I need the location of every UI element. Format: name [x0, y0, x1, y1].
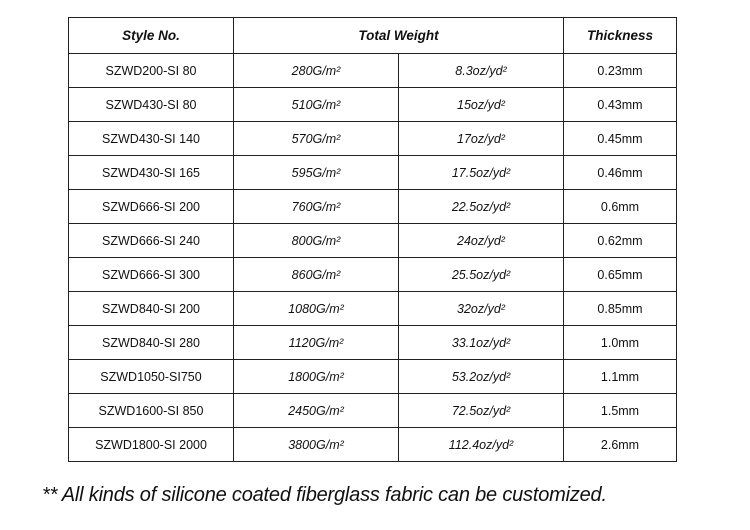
- thickness-cell: 0.46mm: [564, 156, 677, 190]
- thickness-cell: 0.85mm: [564, 292, 677, 326]
- weight-gsm-cell: 1120G/m²: [234, 326, 399, 360]
- style-number-cell: SZWD430-SI 140: [69, 122, 234, 156]
- thickness-cell: 0.45mm: [564, 122, 677, 156]
- table-row: [69, 258, 677, 292]
- weight-gsm-cell: 2450G/m²: [234, 394, 399, 428]
- weight-gsm-cell: 280G/m²: [234, 54, 399, 88]
- table-row: [69, 190, 677, 224]
- table-row: [69, 428, 677, 462]
- header-style-no: Style No.: [69, 18, 234, 54]
- weight-ozyd-cell: 22.5oz/yd²: [399, 190, 564, 224]
- weight-gsm-cell: 860G/m²: [234, 258, 399, 292]
- weight-gsm-cell: 800G/m²: [234, 224, 399, 258]
- style-number-cell: SZWD430-SI 80: [69, 88, 234, 122]
- table-row: [69, 360, 677, 394]
- thickness-cell: 0.23mm: [564, 54, 677, 88]
- thickness-cell: 0.43mm: [564, 88, 677, 122]
- style-number-cell: SZWD666-SI 200: [69, 190, 234, 224]
- thickness-cell: 0.62mm: [564, 224, 677, 258]
- thickness-cell: 1.1mm: [564, 360, 677, 394]
- table-row: [69, 156, 677, 190]
- spec-table: [68, 17, 677, 462]
- header-thickness: Thickness: [564, 18, 677, 54]
- weight-ozyd-cell: 25.5oz/yd²: [399, 258, 564, 292]
- style-number-cell: SZWD840-SI 200: [69, 292, 234, 326]
- style-number-cell: SZWD666-SI 240: [69, 224, 234, 258]
- style-number-cell: SZWD840-SI 280: [69, 326, 234, 360]
- weight-ozyd-cell: 8.3oz/yd²: [399, 54, 564, 88]
- weight-gsm-cell: 1800G/m²: [234, 360, 399, 394]
- table-header-row: [69, 18, 677, 54]
- weight-ozyd-cell: 112.4oz/yd²: [399, 428, 564, 462]
- style-number-cell: SZWD1050-SI750: [69, 360, 234, 394]
- weight-ozyd-cell: 53.2oz/yd²: [399, 360, 564, 394]
- thickness-cell: 0.6mm: [564, 190, 677, 224]
- table-row: [69, 224, 677, 258]
- weight-gsm-cell: 595G/m²: [234, 156, 399, 190]
- weight-gsm-cell: 760G/m²: [234, 190, 399, 224]
- thickness-cell: 1.5mm: [564, 394, 677, 428]
- table-row: [69, 88, 677, 122]
- style-number-cell: SZWD1800-SI 2000: [69, 428, 234, 462]
- table-row: [69, 54, 677, 88]
- thickness-cell: 1.0mm: [564, 326, 677, 360]
- weight-gsm-cell: 3800G/m²: [234, 428, 399, 462]
- weight-ozyd-cell: 24oz/yd²: [399, 224, 564, 258]
- customization-note: ** All kinds of silicone coated fiberglass fabric can be customized.: [42, 484, 607, 506]
- weight-gsm-cell: 570G/m²: [234, 122, 399, 156]
- table-row: [69, 326, 677, 360]
- table-row: [69, 122, 677, 156]
- weight-gsm-cell: 1080G/m²: [234, 292, 399, 326]
- weight-ozyd-cell: 15oz/yd²: [399, 88, 564, 122]
- weight-ozyd-cell: 32oz/yd²: [399, 292, 564, 326]
- table-row: [69, 292, 677, 326]
- style-number-cell: SZWD666-SI 300: [69, 258, 234, 292]
- style-number-cell: SZWD1600-SI 850: [69, 394, 234, 428]
- header-total-weight: Total Weight: [234, 18, 564, 54]
- table-row: [69, 394, 677, 428]
- weight-gsm-cell: 510G/m²: [234, 88, 399, 122]
- thickness-cell: 0.65mm: [564, 258, 677, 292]
- weight-ozyd-cell: 17oz/yd²: [399, 122, 564, 156]
- thickness-cell: 2.6mm: [564, 428, 677, 462]
- weight-ozyd-cell: 72.5oz/yd²: [399, 394, 564, 428]
- style-number-cell: SZWD430-SI 165: [69, 156, 234, 190]
- weight-ozyd-cell: 17.5oz/yd²: [399, 156, 564, 190]
- weight-ozyd-cell: 33.1oz/yd²: [399, 326, 564, 360]
- style-number-cell: SZWD200-SI 80: [69, 54, 234, 88]
